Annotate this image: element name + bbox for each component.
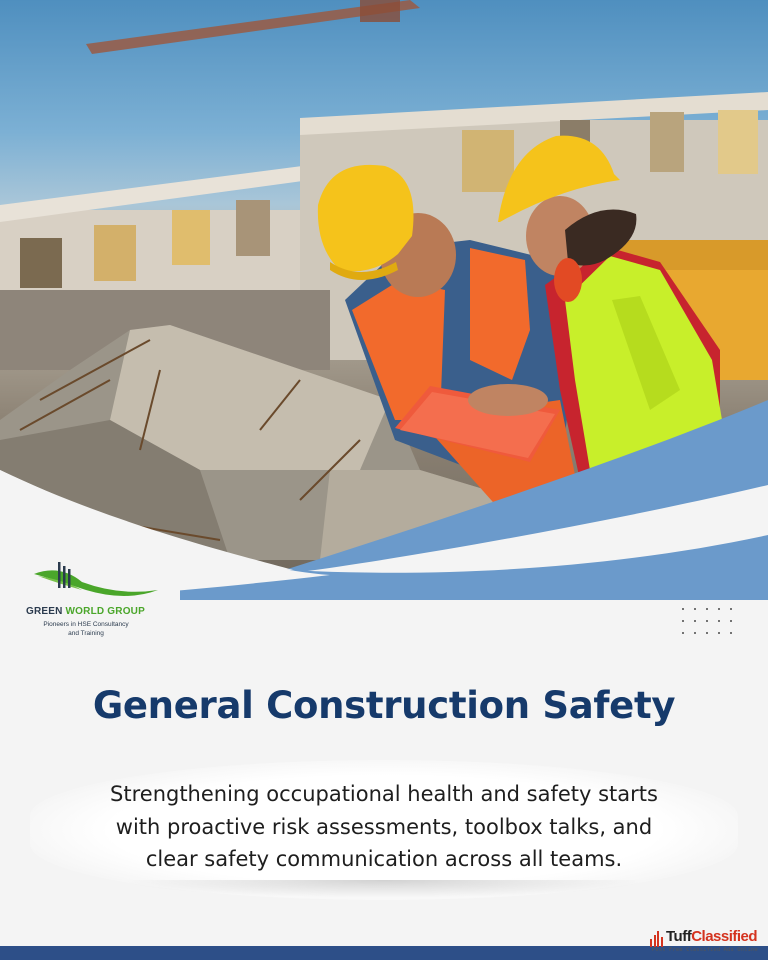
- watermark-title: TuffClassified: [666, 928, 758, 945]
- brand-tagline: Pioneers in HSE Consultancy and Training: [43, 621, 129, 637]
- watermark-subtitle: Post Free Classified Ads Online: [652, 947, 758, 953]
- brand-name: GREEN WORLD GROUP: [26, 606, 145, 617]
- bar-chart-icon: [650, 931, 666, 947]
- description-text: [60, 778, 708, 876]
- decorative-dots: [682, 608, 738, 638]
- page-title: General Construction Safety: [92, 684, 676, 727]
- description-line: clear safety communication across all teams.: [145, 847, 623, 871]
- tuffclassified-watermark[interactable]: [650, 928, 768, 960]
- description-line: Strengthening occupational health and safety starts: [110, 782, 658, 806]
- description-line: with proactive risk assessments, toolbox talks, and: [115, 814, 653, 839]
- green-world-group-logo-icon: [30, 560, 160, 604]
- crane-illustration: [86, 0, 420, 54]
- description-card-shadow: [120, 880, 648, 898]
